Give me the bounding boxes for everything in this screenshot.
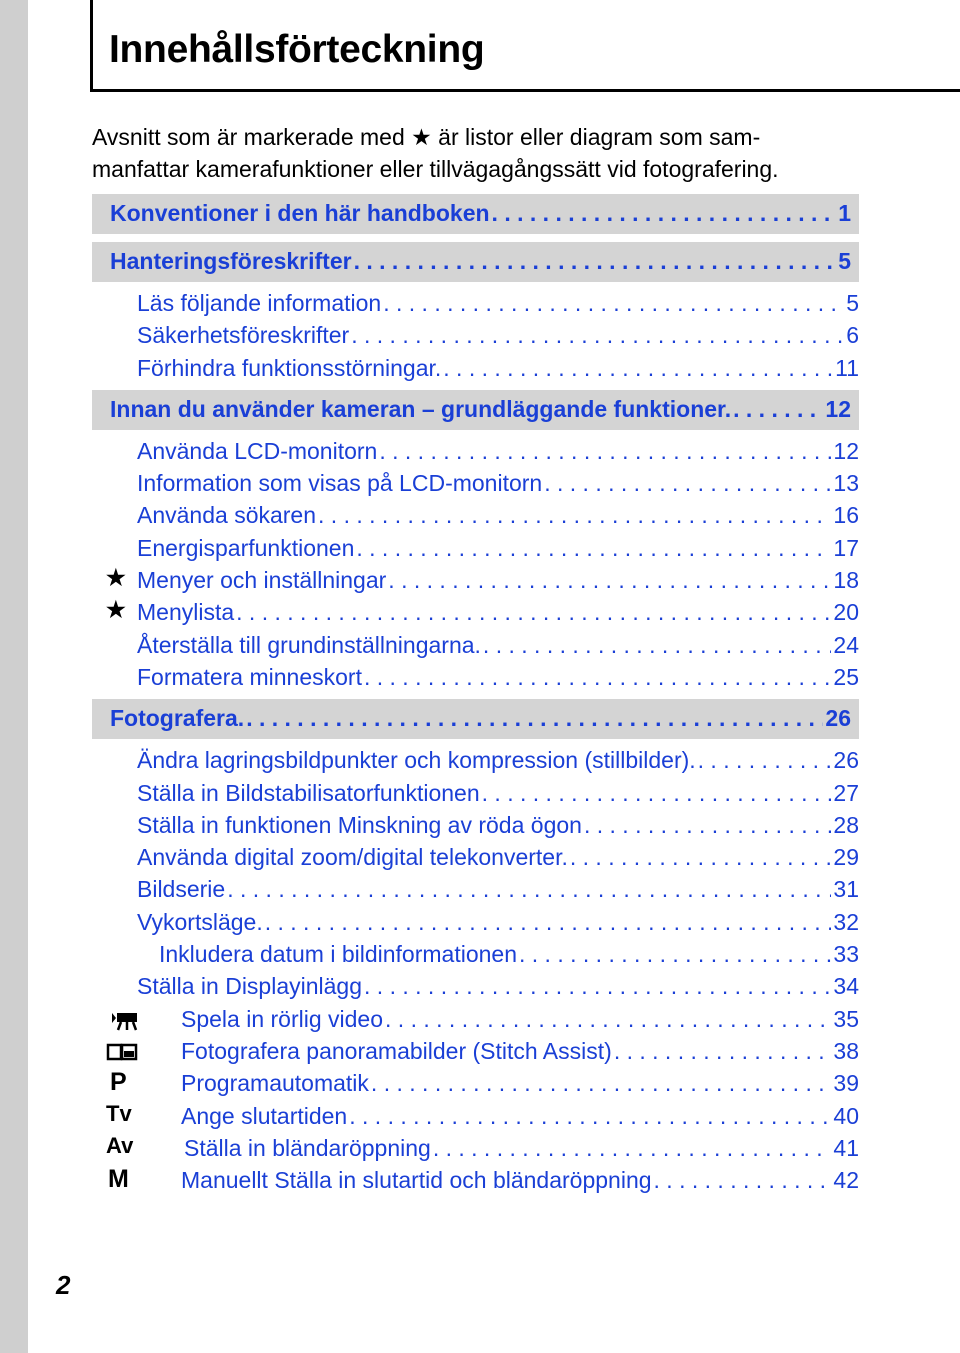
toc-page-number: 20 xyxy=(833,599,859,626)
dot-leader xyxy=(354,248,837,275)
toc-item-title: Formatera minneskort xyxy=(137,663,362,690)
dot-leader xyxy=(364,664,831,691)
toc-page-number: 16 xyxy=(833,502,859,529)
toc-item-title: Använda sökaren xyxy=(137,502,317,529)
toc-page-number: 38 xyxy=(833,1037,859,1064)
program-mode-icon: P xyxy=(110,1068,127,1097)
dot-leader xyxy=(383,290,844,317)
toc-item-title: Ange slutartiden xyxy=(181,1102,348,1129)
dot-leader xyxy=(483,632,831,659)
toc-item[interactable] xyxy=(92,630,859,662)
toc-page-number: 33 xyxy=(833,941,859,968)
toc-item-title: Manuellt Ställa in slutartid och bländaröppning xyxy=(181,1167,652,1194)
toc-item-title: Använda digital zoom/digital telekonverter. xyxy=(137,844,568,871)
toc-item[interactable] xyxy=(92,288,859,320)
toc-page-number: 26 xyxy=(825,705,851,732)
toc-section-title: Hanteringsföreskrifter xyxy=(110,248,352,274)
toc-item[interactable] xyxy=(92,778,859,810)
dot-leader xyxy=(433,1135,832,1162)
dot-leader xyxy=(318,502,831,529)
toc-item-title: Vykortsläge. xyxy=(137,908,263,935)
manual-mode-icon: M xyxy=(108,1165,129,1194)
toc-item[interactable] xyxy=(92,842,859,874)
toc-item[interactable] xyxy=(92,436,859,468)
toc-page-number: 40 xyxy=(833,1102,859,1129)
toc-item[interactable] xyxy=(92,533,859,565)
intro-line-2: manfattar kamerafunktioner eller tillvägagångssätt vid fotografering. xyxy=(92,156,779,182)
dot-leader xyxy=(443,355,833,382)
dot-leader xyxy=(388,567,831,594)
toc-page-number: 25 xyxy=(833,663,859,690)
page-header xyxy=(90,0,960,92)
toc-section[interactable] xyxy=(92,390,859,430)
toc-page-number: 5 xyxy=(838,248,851,274)
toc-page-number: 31 xyxy=(833,876,859,903)
dot-leader xyxy=(519,941,831,968)
toc-item-title: Programautomatik xyxy=(181,1070,369,1097)
toc-item-title: Inkludera datum i bildinformationen xyxy=(159,941,517,968)
toc-section-title: Fotografera. xyxy=(110,705,245,732)
toc-item[interactable] xyxy=(92,1036,859,1068)
dot-leader xyxy=(492,200,837,227)
toc-item-title: Förhindra funktionsstörningar. xyxy=(137,354,442,381)
toc-item-title: Energisparfunktionen xyxy=(137,534,355,561)
page-number: 2 xyxy=(56,1270,71,1300)
toc-section[interactable] xyxy=(92,699,859,739)
toc-item[interactable] xyxy=(92,745,859,777)
toc-page-number: 13 xyxy=(833,470,859,497)
toc-page-number: 41 xyxy=(833,1134,859,1161)
toc-item-title: Fotografera panoramabilder (Stitch Assist) xyxy=(181,1037,612,1064)
dot-leader xyxy=(236,599,831,626)
movie-icon xyxy=(110,1010,150,1038)
dot-leader xyxy=(698,747,832,774)
toc-item-title: Spela in rörlig video xyxy=(181,1005,384,1032)
dot-leader xyxy=(265,909,832,936)
intro-line-1 xyxy=(92,121,872,153)
toc-section-title: Konventioner i den här handboken xyxy=(110,200,490,226)
toc-item[interactable] xyxy=(92,597,859,629)
toc-item[interactable] xyxy=(92,500,859,532)
toc-page-number: 11 xyxy=(835,354,859,381)
toc-page-number: 24 xyxy=(833,631,859,658)
dot-leader xyxy=(356,535,831,562)
dot-leader xyxy=(349,1103,831,1130)
intro-text-a: Avsnitt som är markerade med xyxy=(92,124,412,150)
toc-page-number: 29 xyxy=(833,844,859,871)
toc-page-number: 32 xyxy=(833,908,859,935)
toc-item-title: Läs följande information xyxy=(137,290,382,316)
toc-page-number: 12 xyxy=(833,437,859,464)
toc-item[interactable] xyxy=(92,1165,859,1197)
stitch-assist-icon xyxy=(106,1043,146,1069)
toc-item-title: Ställa in Bildstabilisatorfunktionen xyxy=(137,779,480,806)
dot-leader xyxy=(482,780,832,807)
toc-item-title: Ändra lagringsbildpunkter och kompression (stillbilder). xyxy=(137,747,696,774)
toc-item[interactable] xyxy=(92,874,859,906)
dot-leader xyxy=(385,1006,831,1033)
toc-page-number: 18 xyxy=(833,567,859,594)
toc-page-number: 5 xyxy=(846,290,859,316)
dot-leader xyxy=(351,322,844,349)
toc-item[interactable] xyxy=(92,810,859,842)
table-of-contents xyxy=(92,194,859,1197)
toc-item-title: Säkerhetsföreskrifter xyxy=(137,322,350,349)
toc-item[interactable] xyxy=(92,1004,859,1036)
intro-text xyxy=(92,121,872,185)
toc-section[interactable] xyxy=(92,242,859,282)
toc-item[interactable] xyxy=(92,1068,859,1100)
dot-leader xyxy=(379,438,831,465)
toc-item[interactable] xyxy=(92,320,859,352)
toc-item-title: Använda LCD-monitorn xyxy=(137,437,378,464)
dot-leader xyxy=(544,470,831,497)
toc-item-title: Ställa in Displayinlägg xyxy=(137,973,363,1000)
dot-leader xyxy=(733,396,823,423)
toc-page-number: 1 xyxy=(838,200,851,226)
star-icon: ★ xyxy=(106,565,126,591)
star-icon: ★ xyxy=(411,124,432,150)
toc-item[interactable] xyxy=(92,1133,859,1165)
toc-page-number: 12 xyxy=(825,395,851,422)
dot-leader xyxy=(584,812,831,839)
toc-item-title: Återställa till grundinställningarna. xyxy=(137,631,481,658)
toc-item-title: Information som visas på LCD-monitorn xyxy=(137,470,543,497)
toc-page-number: 6 xyxy=(846,322,859,349)
toc-page-number: 26 xyxy=(833,747,859,774)
toc-item[interactable] xyxy=(92,468,859,500)
dot-leader xyxy=(371,1070,831,1097)
dot-leader xyxy=(227,876,831,903)
toc-item[interactable] xyxy=(92,662,859,694)
toc-item-title: Ställa in funktionen Minskning av röda ögon xyxy=(137,811,582,838)
toc-item[interactable] xyxy=(92,907,859,939)
toc-item-title: Bildserie xyxy=(137,876,226,903)
dot-leader xyxy=(570,844,832,871)
toc-page-number: 42 xyxy=(833,1167,859,1194)
toc-item[interactable] xyxy=(92,565,859,597)
toc-page-number: 35 xyxy=(833,1005,859,1032)
dot-leader xyxy=(654,1167,832,1194)
intro-text-b: är listor eller diagram som sam- xyxy=(431,124,761,150)
toc-page-number: 34 xyxy=(833,973,859,1000)
dot-leader xyxy=(614,1038,832,1065)
toc-page-number: 28 xyxy=(833,811,859,838)
toc-item[interactable] xyxy=(92,939,859,971)
dot-leader xyxy=(246,705,823,732)
toc-item-title: Menylista xyxy=(137,599,235,626)
toc-item[interactable] xyxy=(92,353,859,385)
toc-item-title: Menyer och inställningar xyxy=(137,567,387,594)
shutter-priority-icon: Tv xyxy=(106,1100,132,1126)
toc-section-title: Innan du använder kameran – grundläggande funktioner. xyxy=(110,395,732,422)
dot-leader xyxy=(364,973,831,1000)
aperture-priority-icon: Av xyxy=(106,1132,134,1158)
toc-page-number: 27 xyxy=(833,779,859,806)
toc-page-number: 17 xyxy=(833,534,859,561)
toc-page-number: 39 xyxy=(833,1070,859,1097)
page-margin-bar xyxy=(0,0,28,1353)
toc-section[interactable] xyxy=(92,194,859,234)
toc-item-title: Ställa in bländaröppning xyxy=(184,1134,431,1161)
toc-item[interactable] xyxy=(92,1101,859,1133)
star-icon: ★ xyxy=(106,597,126,623)
toc-item[interactable] xyxy=(92,971,859,1003)
page-title: Innehållsförteckning xyxy=(109,28,485,71)
